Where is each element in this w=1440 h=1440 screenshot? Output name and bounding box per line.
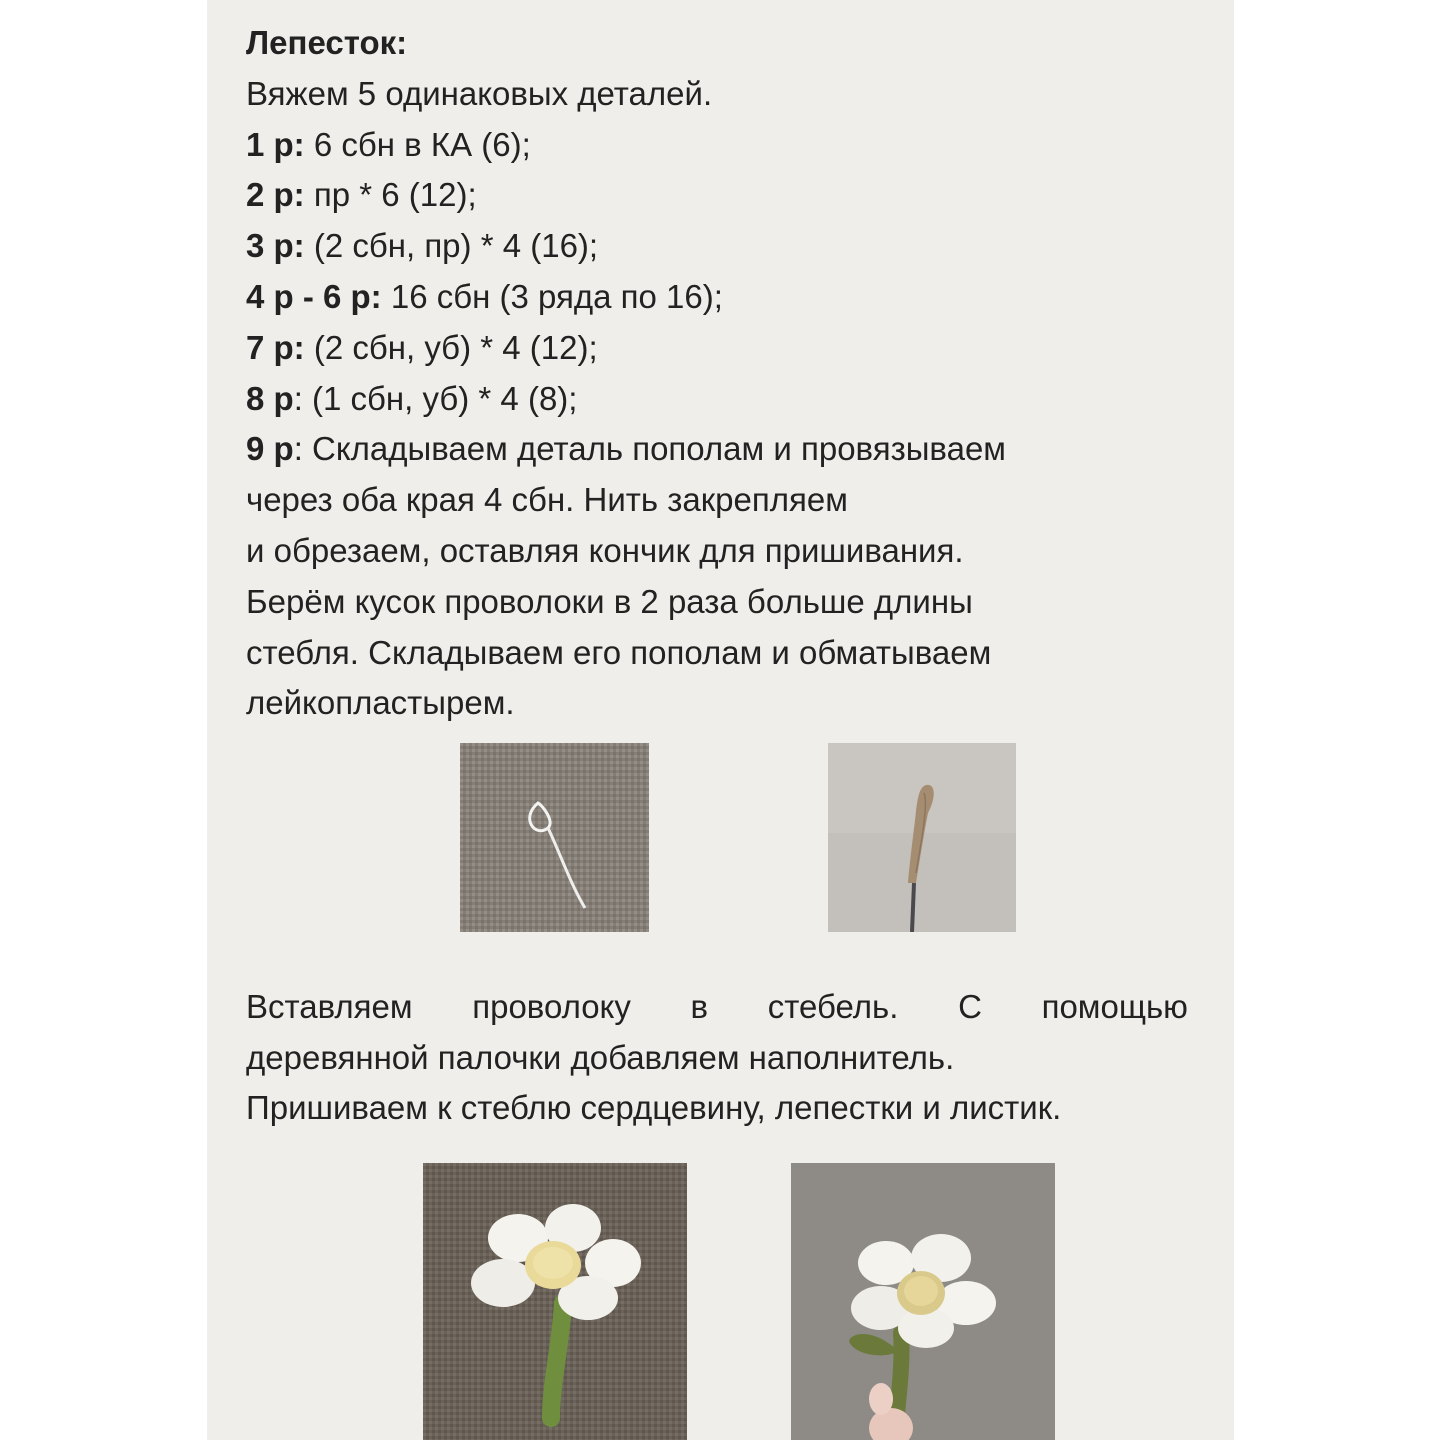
taped-wire-photo [828,743,1016,932]
flower-in-hand-photo [791,1163,1055,1440]
justified-line: Вставляем проволоку в стебель. С помощью [246,988,1188,1025]
wire-loop-icon [460,743,649,932]
crochet-flower-icon [423,1163,687,1440]
text-line: и обрезаем, оставляя кончик для пришивания. [246,531,964,569]
crochet-flower-with-leaf-icon [791,1163,1055,1440]
assembly-instructions [246,982,1188,1134]
row-instruction: 7 р: (2 сбн, уб) * 4 (12); [246,328,598,366]
text-line: стебля. Складываем его пополам и обматываем [246,633,992,671]
intro-line: Вяжем 5 одинаковых деталей. [246,74,713,112]
row-instruction: 3 р: (2 сбн, пр) * 4 (16); [246,227,599,265]
text-line: Пришиваем к стеблю сердцевину, лепестки и листик. [246,1089,1062,1126]
wire-loop-photo [460,743,649,932]
row-instruction: 9 р: Складываем деталь пополам и провязываем [246,430,1006,468]
instruction-page [207,0,1234,1440]
flower-on-fabric-photo [423,1163,687,1440]
row-instruction: 1 р: 6 сбн в КА (6); [246,125,531,163]
text-line: деревянной палочки добавляем наполнитель. [246,1038,955,1076]
row-instruction: 2 р: пр * 6 (12); [246,176,477,214]
taped-wire-icon [828,743,1016,932]
text-line: лейкопластырем. [246,684,515,722]
section-heading: Лепесток: [246,24,408,61]
row-instruction: 8 р: (1 сбн, уб) * 4 (8); [246,379,578,417]
text-line: Берём кусок проволоки в 2 раза больше длины [246,582,973,620]
row-instruction: 4 р - 6 р: 16 сбн (3 ряда по 16); [246,277,723,315]
text-line: через оба края 4 сбн. Нить закрепляем [246,481,848,519]
petal-instructions [246,18,1206,729]
